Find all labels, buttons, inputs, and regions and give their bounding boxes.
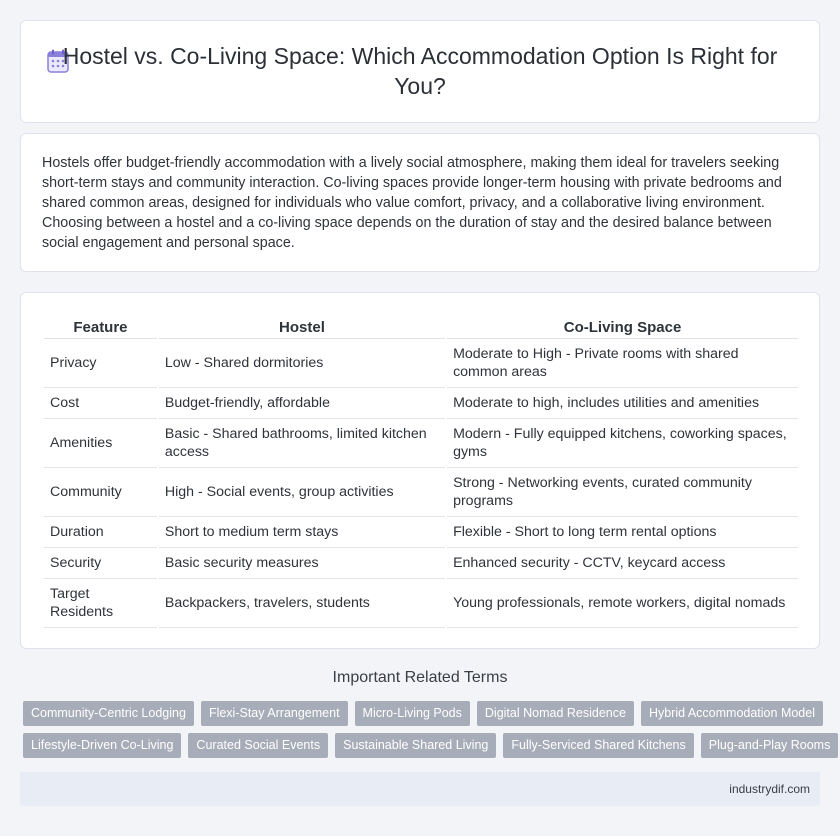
comparison-card (20, 292, 820, 649)
row-co-living: Flexible - Short to long term rental options (447, 517, 798, 548)
row-co-living: Moderate to high, includes utilities and amenities (447, 388, 798, 419)
footer-site-link[interactable]: industrydif.com (729, 782, 810, 796)
row-co-living: Young professionals, remote workers, digital nomads (447, 579, 798, 628)
related-tag[interactable]: Sustainable Shared Living (335, 733, 496, 758)
row-hostel: High - Social events, group activities (159, 468, 445, 517)
row-feature: Amenities (44, 419, 157, 468)
row-hostel: Backpackers, travelers, students (159, 579, 445, 628)
table-row (44, 388, 798, 419)
intro-paragraph: Hostels offer budget-friendly accommodation with a lively social atmosphere, making them ideal for travelers seeking short-term stays and community interaction. Co-living spaces provide longer-term housing with private bedrooms and shared common areas, designed for individuals who value comfort, privacy, and a collaborative living environment. Choosing between a hostel and a co-living space depends on the duration of stay and the desired balance between social engagement and personal space. (42, 155, 782, 251)
row-feature: Community (44, 468, 157, 517)
row-hostel: Budget-friendly, affordable (159, 388, 445, 419)
table-header-row (44, 312, 798, 339)
header-co-living: Co-Living Space (447, 312, 798, 339)
row-co-living: Strong - Networking events, curated community programs (447, 468, 798, 517)
related-tag[interactable]: Lifestyle-Driven Co-Living (23, 733, 181, 758)
intro-card (20, 133, 820, 272)
row-feature: Privacy (44, 339, 157, 388)
row-co-living: Modern - Fully equipped kitchens, coworking spaces, gyms (447, 419, 798, 468)
row-hostel: Basic security measures (159, 548, 445, 579)
header-feature: Feature (44, 312, 157, 339)
table-row (44, 339, 798, 388)
comparison-table (42, 312, 800, 628)
related-tag[interactable]: Digital Nomad Residence (477, 701, 634, 726)
page-title: Hostel vs. Co-Living Space: Which Accommodation Option Is Right for You? (62, 43, 778, 99)
related-tags-row-1 (23, 701, 823, 726)
header-hostel: Hostel (159, 312, 445, 339)
related-tag[interactable]: Community-Centric Lodging (23, 701, 194, 726)
related-tag[interactable]: Flexi-Stay Arrangement (201, 701, 348, 726)
related-tag[interactable]: Micro-Living Pods (355, 701, 470, 726)
related-tag[interactable]: Fully-Serviced Shared Kitchens (503, 733, 693, 758)
table-row (44, 419, 798, 468)
row-hostel: Low - Shared dormitories (159, 339, 445, 388)
related-tags-row-2 (23, 733, 838, 758)
footer (20, 772, 820, 806)
table-row (44, 468, 798, 517)
table-row (44, 548, 798, 579)
row-feature: Target Residents (44, 579, 157, 628)
row-feature: Cost (44, 388, 157, 419)
related-tag[interactable]: Plug-and-Play Rooms (701, 733, 839, 758)
related-tag[interactable]: Hybrid Accommodation Model (641, 701, 823, 726)
row-hostel: Short to medium term stays (159, 517, 445, 548)
row-co-living: Moderate to High - Private rooms with shared common areas (447, 339, 798, 388)
row-co-living: Enhanced security - CCTV, keycard access (447, 548, 798, 579)
row-feature: Duration (44, 517, 157, 548)
table-row (44, 579, 798, 628)
row-feature: Security (44, 548, 157, 579)
title-card (20, 20, 820, 123)
row-hostel: Basic - Shared bathrooms, limited kitchen access (159, 419, 445, 468)
related-terms-heading: Important Related Terms (332, 669, 508, 686)
table-row (44, 517, 798, 548)
related-tag[interactable]: Curated Social Events (188, 733, 328, 758)
